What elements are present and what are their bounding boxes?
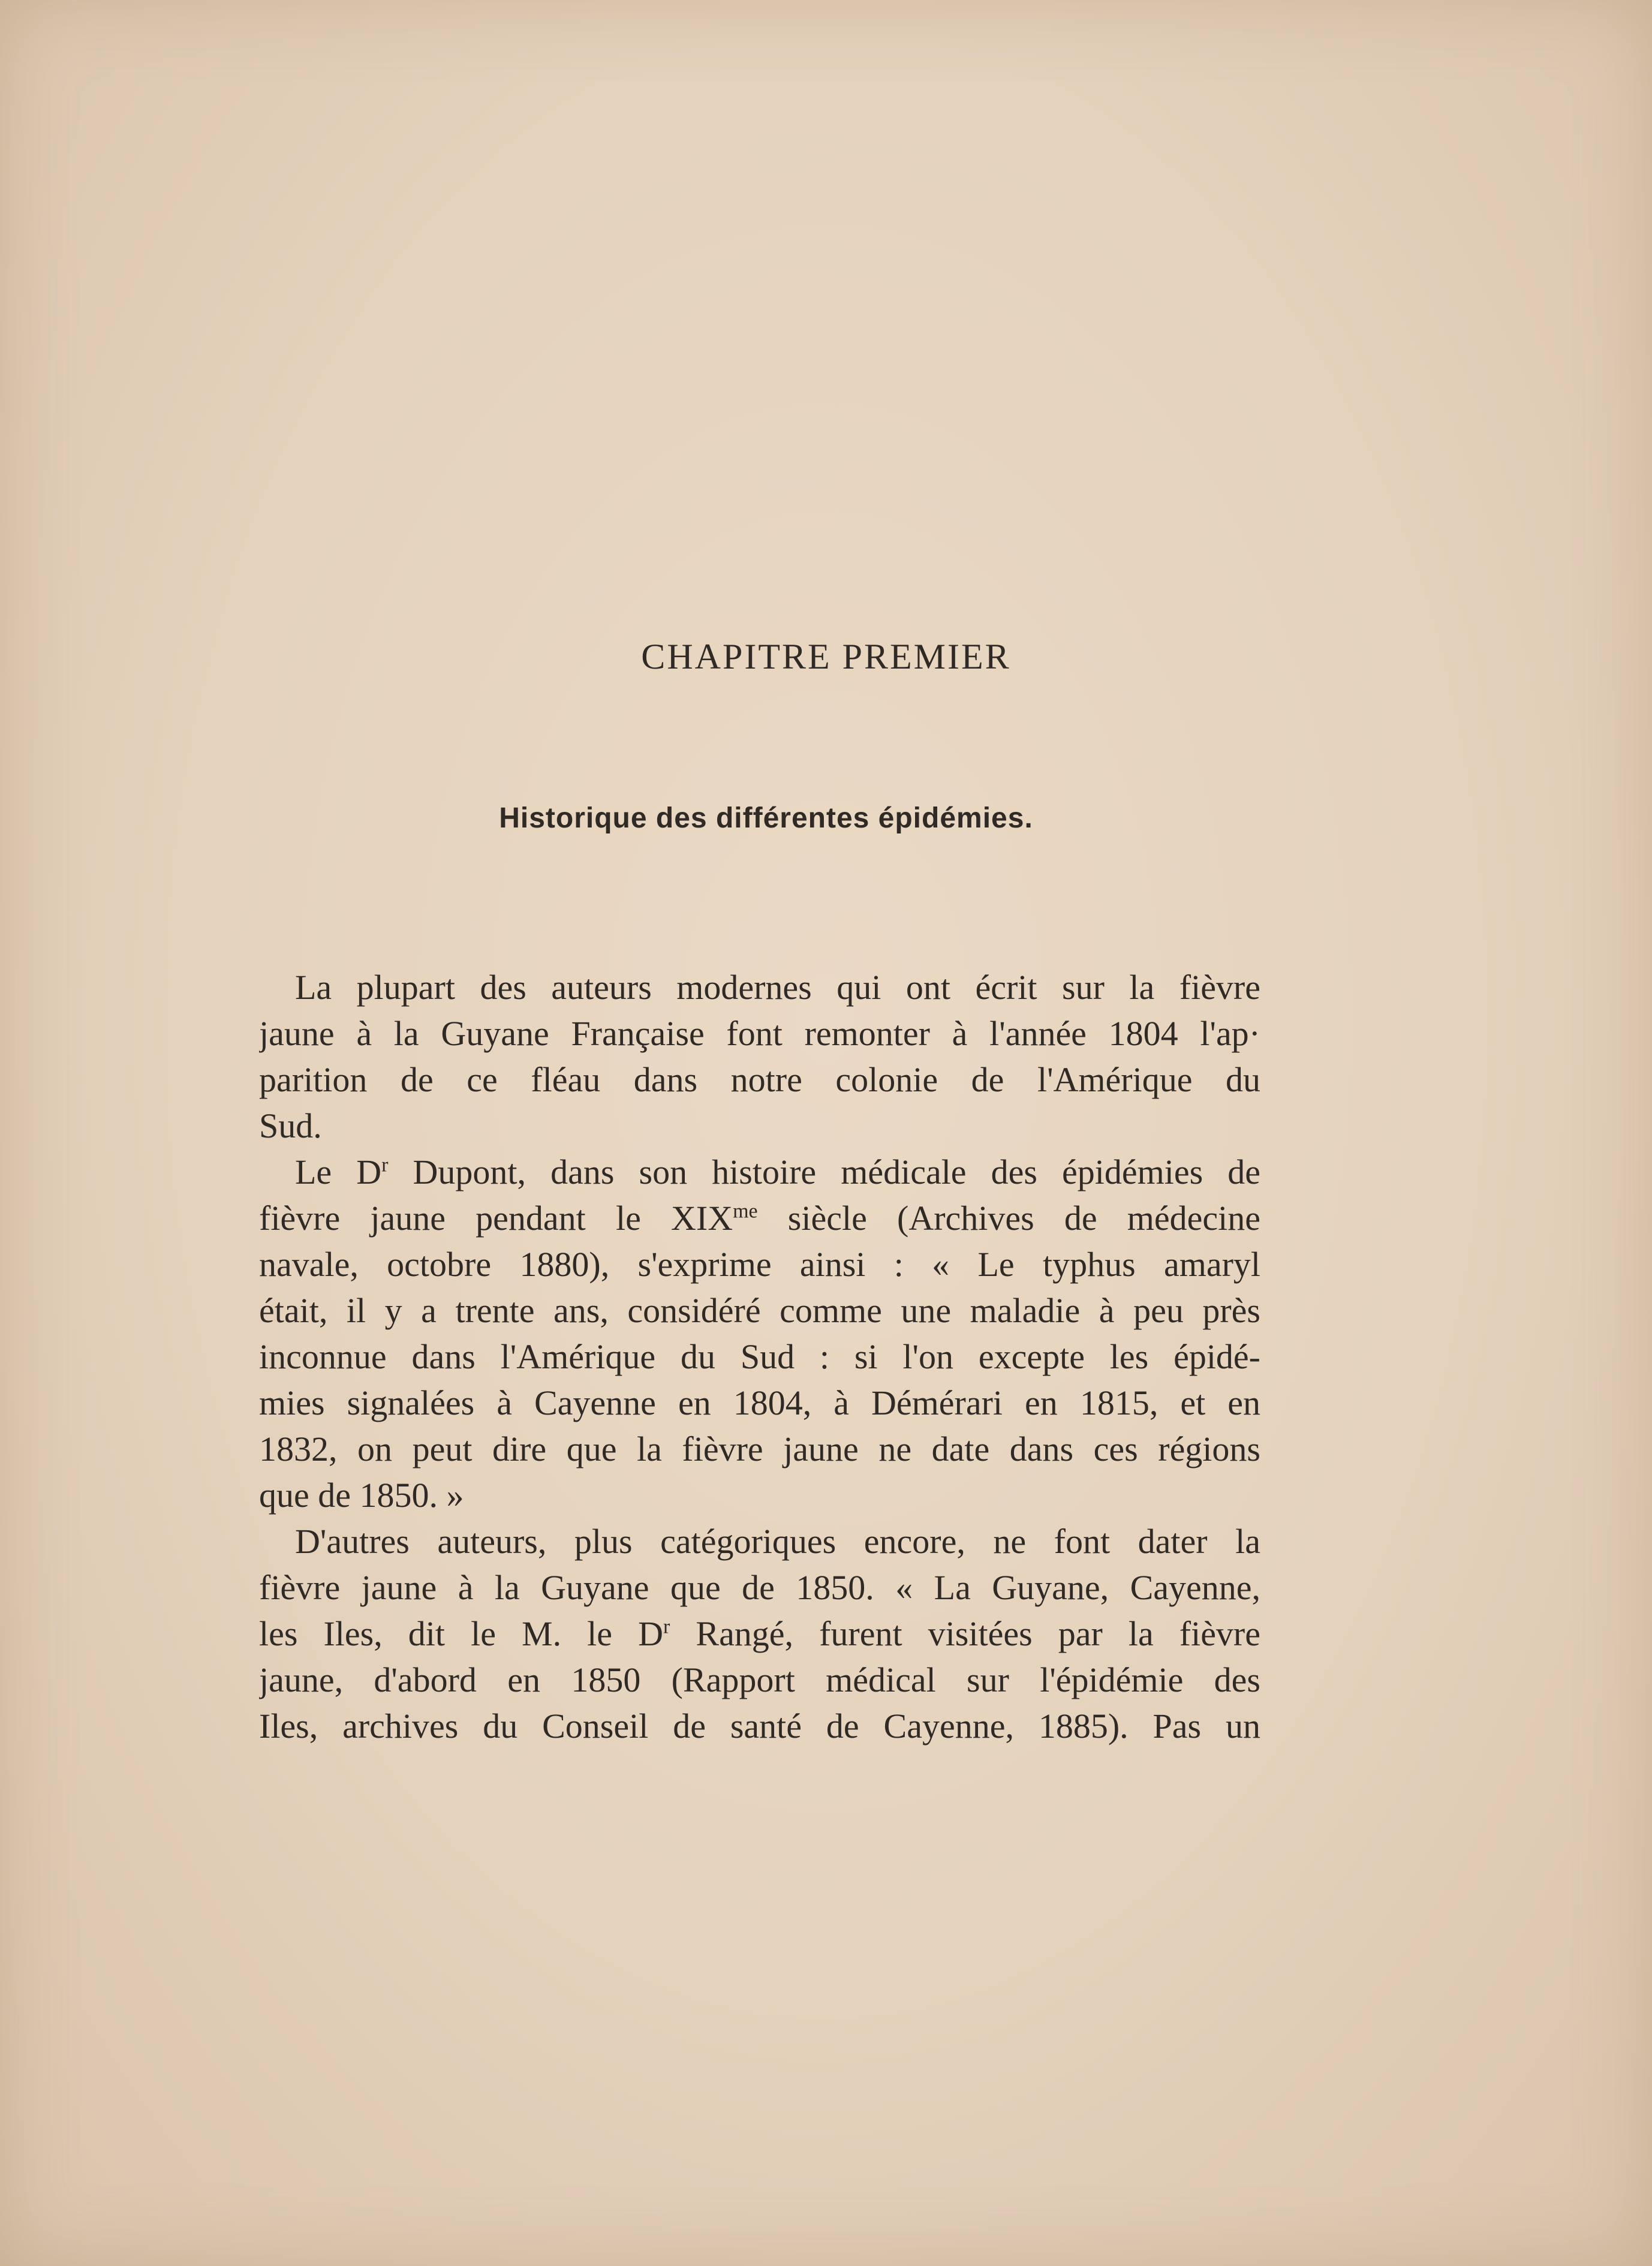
section-title: Historique des différentes épidémies.: [499, 802, 1033, 834]
superscript: me: [733, 1200, 758, 1223]
text-line: mies signalées à Cayenne en 1804, à Démérari en 1815, et en: [259, 1383, 1260, 1422]
body-text: [259, 964, 1260, 1749]
text-line: 1832, on peut dire que la fièvre jaune ne date dans ces régions: [259, 1430, 1260, 1468]
text-line: navale, octobre 1880), s'exprime ainsi : « Le typhus amaryl: [259, 1245, 1260, 1284]
text-line: fièvre jaune pendant le $XIX^{me}$ siècle (Archives de médecine: [259, 1199, 1260, 1238]
text-line: inconnue dans l'Amérique du Sud : si l'on excepte les épidé-: [259, 1337, 1260, 1376]
text-line: La plupart des auteurs modernes qui ont écrit sur la fièvre: [295, 968, 1260, 1007]
chapter-title: CHAPITRE PREMIER: [641, 637, 1011, 676]
superscript: r: [381, 1154, 389, 1176]
text-line: Le $D^r$ Dupont, dans son histoire médicale des épidémies de: [295, 1152, 1260, 1191]
text-line: Sud.: [259, 1106, 322, 1145]
text-line: les Iles, dit le M. le $D^r$ Rangé, furent visitées par la fièvre: [259, 1614, 1260, 1653]
superscript: r: [663, 1615, 670, 1638]
text-line: jaune à la Guyane Française font remonter à l'année 1804 l'ap·: [259, 1014, 1260, 1053]
text-line: Iles, archives du Conseil de santé de Cayenne, 1885). Pas un: [259, 1707, 1260, 1746]
text-line: parition de ce fléau dans notre colonie de l'Amérique du: [259, 1060, 1260, 1099]
text-line: D'autres auteurs, plus catégoriques encore, ne font dater la: [295, 1522, 1260, 1561]
text-line: était, il y a trente ans, considéré comme une maladie à peu près: [259, 1291, 1260, 1330]
text-line: que de 1850. »: [259, 1476, 464, 1515]
text-line: fièvre jaune à la Guyane que de 1850. « La Guyane, Cayenne,: [259, 1568, 1260, 1607]
text-line: jaune, d'abord en 1850 (Rapport médical sur l'épidémie des: [259, 1660, 1260, 1699]
